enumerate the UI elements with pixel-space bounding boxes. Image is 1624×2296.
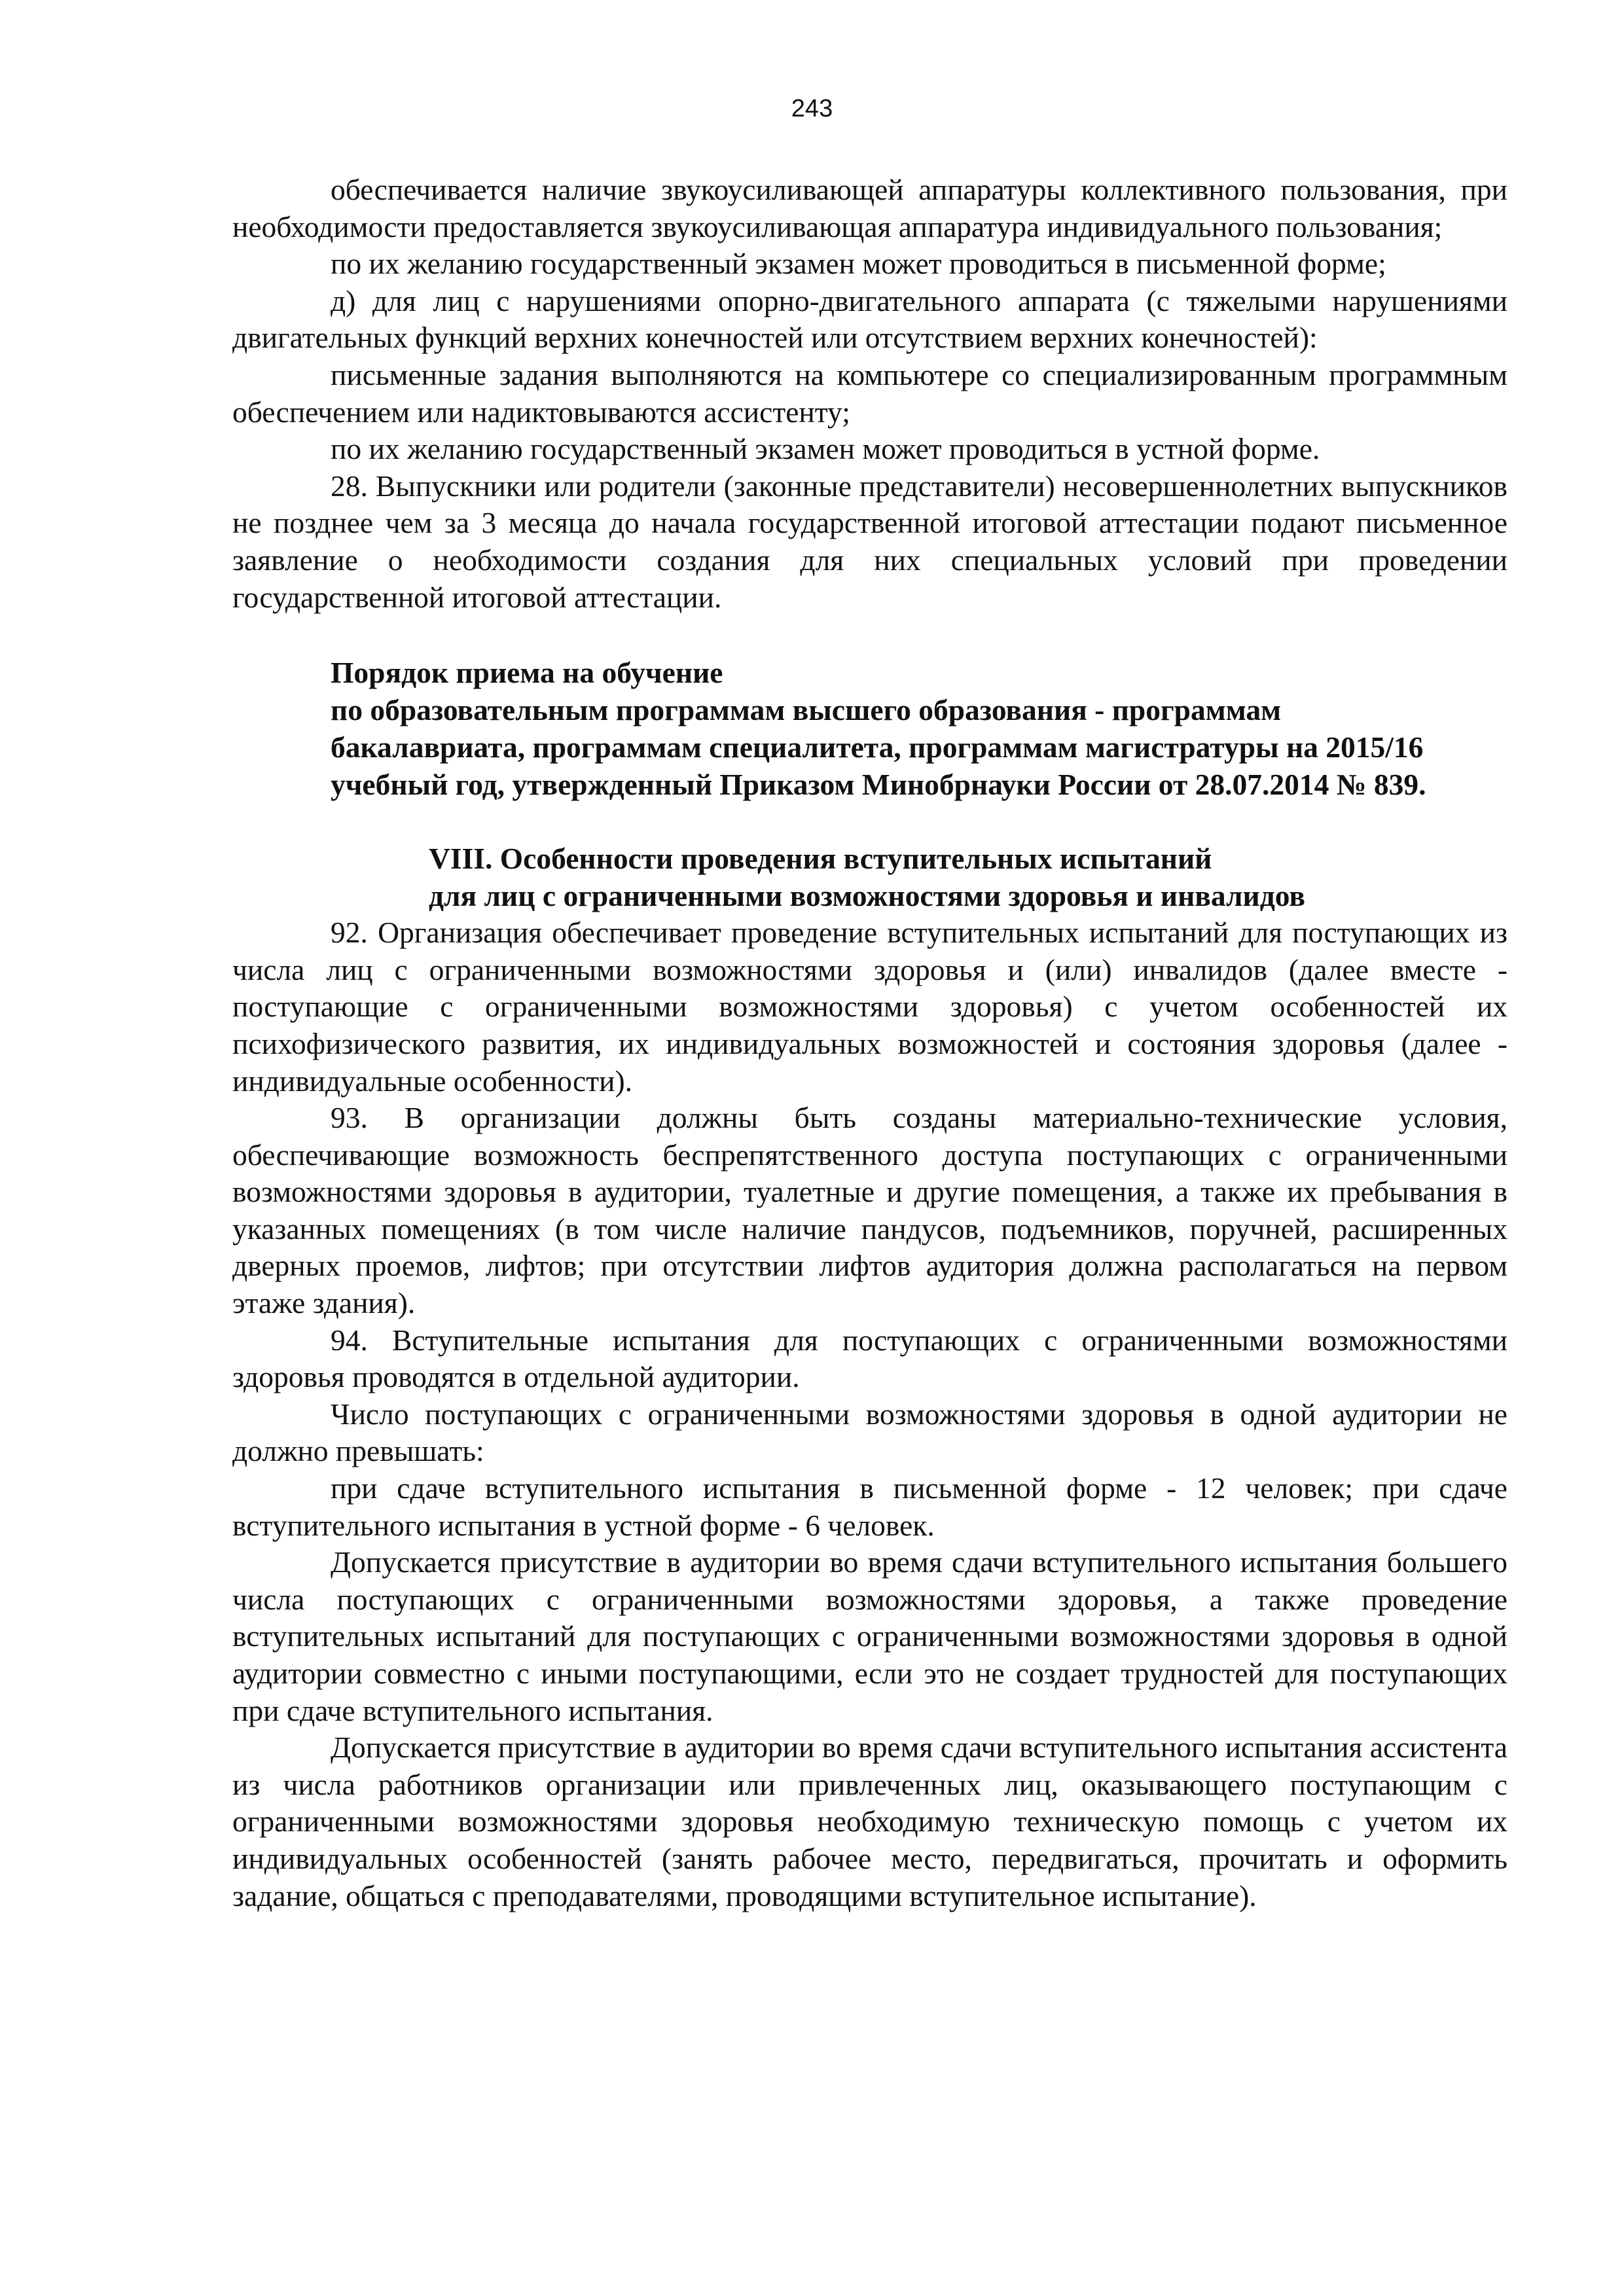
paragraph-capacity-numbers: при сдаче вступительного испытания в письменной форме - 12 человек; при сдаче вступительного испытания в устной форме - 6 человек. [232, 1471, 1507, 1542]
section-title-line-1: VIII. Особенности проведения вступительных испытаний [429, 842, 1212, 876]
paragraph-oral-exam-option: по их желанию государственный экзамен может проводиться в устной форме. [331, 432, 1320, 466]
paragraph-28: 28. Выпускники или родители (законные представители) несовершеннолетних выпускников не позднее чем за 3 месяца до начала государственной итоговой аттестации подают письменное заявление о необходимости создания для них специальных условий при проведении государственной итоговой аттестации. [232, 469, 1507, 614]
page-number: 243 [791, 95, 833, 122]
order-title-line-1: Порядок приема на обучение [331, 656, 723, 690]
paragraph-92: 92. Организация обеспечивает проведение вступительных испытаний для поступающих из числа лиц с ограниченными возможностями здоровья и (или) инвалидов (далее вместе - поступающие с ограниченными возможностями здоровья) с учетом особенностей их психофизического развития, их индивидуальных возможностей и состояния здоровья (далее - индивидуальные особенности). [232, 916, 1507, 1098]
order-title-line-3: бакалавриата, программам специалитета, программам магистратуры на 2015/16 [331, 730, 1424, 764]
paragraph-musculoskeletal: д) для лиц с нарушениями опорно-двигательного аппарата (с тяжелыми нарушениями двигательных функций верхних конечностей или отсутствием верхних конечностей): [232, 283, 1507, 355]
order-title-line-2: по образовательным программам высшего образования - программам [331, 693, 1282, 727]
paragraph-computer-tasks: письменные задания выполняются на компьютере со специализированным программным обеспечением или надиктовываются ассистенту; [232, 357, 1507, 429]
paragraph-hearing-equipment: обеспечивается наличие звукоусиливающей аппаратуры коллективного пользования, при необходимости предоставляется звукоусиливающая аппаратура индивидуального пользования; [232, 173, 1507, 243]
paragraph-assistant: Допускается присутствие в аудитории во время сдачи вступительного испытания ассистента из числа работников организации или привлеченных лиц, оказывающего поступающим с ограниченными возможностями здоровья необходимую техническую помощь с учетом их индивидуальных особенностей (занять рабочее место, передвигаться, прочитать и оформить задание, общаться с преподавателями, проводящими вступительное испытание). [232, 1731, 1507, 1912]
order-title-line-4: учебный год, утвержденный Приказом Минобрнауки России от 28.07.2014 № 839. [331, 768, 1426, 802]
section-title-line-2: для лиц с ограниченными возможностями здоровья и инвалидов [429, 879, 1305, 913]
paragraph-room-capacity: Число поступающих с ограниченными возможностями здоровья в одной аудитории не должно превышать: [232, 1397, 1507, 1468]
paragraph-94: 94. Вступительные испытания для поступающих с ограниченными возможностями здоровья проводятся в отдельной аудитории. [232, 1323, 1507, 1394]
paragraph-larger-groups: Допускается присутствие в аудитории во время сдачи вступительного испытания большего числа поступающих с ограниченными возможностями здоровья, а также проведение вступительных испытаний для поступающих с ограниченными возможностями здоровья в одной аудитории совместно с иными поступающими, если это не создает трудностей для поступающих при сдаче вступительного испытания. [232, 1545, 1507, 1727]
document-body [232, 171, 1507, 1914]
paragraph-93: 93. В организации должны быть созданы материально-технические условия, обеспечивающие возможность беспрепятственного доступа поступающих с ограниченными возможностями здоровья в аудитории, туалетные и другие помещения, а также их пребывания в указанных помещениях (в том числе наличие пандусов, подъемников, поручней, расширенных дверных проемов, лифтов; при отсутствии лифтов аудитория должна располагаться на первом этаже здания). [232, 1101, 1507, 1320]
paragraph-written-exam-option: по их желанию государственный экзамен может проводиться в письменной форме; [331, 247, 1386, 281]
section-title [232, 840, 1507, 914]
order-title [232, 654, 1507, 803]
